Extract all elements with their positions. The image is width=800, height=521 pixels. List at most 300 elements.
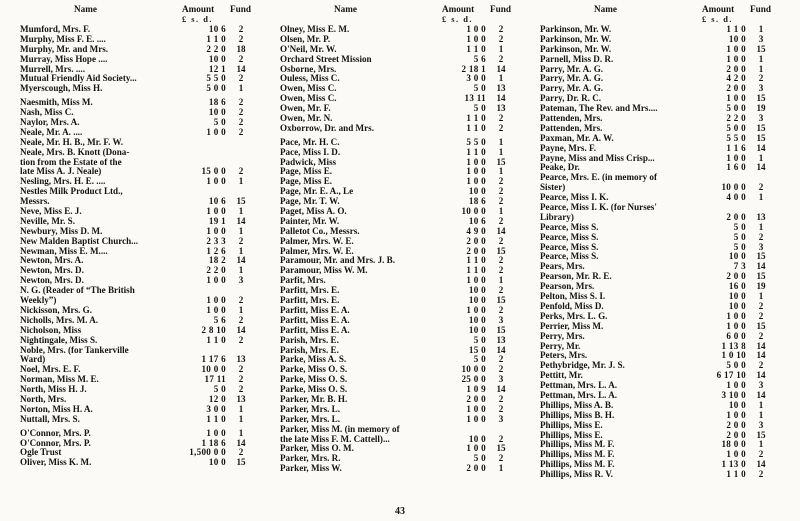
table-row xyxy=(20,84,266,94)
entry-amount: 10 0 0 xyxy=(721,182,746,193)
entry-name: late Miss A. J. Neale) xyxy=(20,167,102,177)
entry-fund: 15 xyxy=(756,43,766,54)
table-row xyxy=(20,98,266,108)
entry-amount: 1 0 0 xyxy=(726,152,746,163)
entry-amount: 1 0 0 xyxy=(726,93,746,104)
entry-fund: 15 xyxy=(236,196,246,207)
table-row xyxy=(280,405,526,415)
entry-name: Parker, Mrs. L. xyxy=(280,414,341,424)
entry-name: Parker, Mr. B. H. xyxy=(280,394,348,404)
table-row xyxy=(20,276,266,286)
table-row xyxy=(540,272,786,282)
table-row xyxy=(280,385,526,395)
table-row xyxy=(280,247,526,257)
entry-fund: 2 xyxy=(238,107,244,118)
table-row xyxy=(280,276,526,286)
entry-name: Nicholls, Mrs. M. A. xyxy=(20,315,99,325)
entry-amount: 1 0 0 xyxy=(466,176,486,187)
entry-amount: 1 0 0 xyxy=(726,380,746,391)
entry-fund: 2 xyxy=(498,24,504,34)
entry-name: O'Connor, Mrs. P. xyxy=(20,428,91,438)
entry-name: Neville, Mr. S. xyxy=(20,216,75,226)
entry-name: tion from the Estate of the xyxy=(20,157,122,167)
table-row xyxy=(280,207,526,217)
entry-amount: 2 18 1 xyxy=(461,63,486,74)
table-row xyxy=(280,435,526,445)
entry-name: Parfit, Mrs. xyxy=(280,276,326,286)
entry-name: Paget, Miss A. O. xyxy=(280,207,347,217)
entry-amount: 2 0 0 xyxy=(726,211,746,222)
entry-amount: 5 5 0 xyxy=(466,136,486,147)
currency-subheader xyxy=(280,15,526,25)
entry-amount: 1 0 0 xyxy=(206,304,226,315)
entry-fund: 2 xyxy=(498,354,504,365)
entry-name: Ward) xyxy=(20,355,46,365)
entry-name: Pace, Miss I. D. xyxy=(280,147,341,157)
entry-fund: 1 xyxy=(238,403,244,414)
entry-amount: 10 0 xyxy=(468,186,486,197)
column-2 xyxy=(280,4,526,474)
entry-name: Parker, Miss O. M. xyxy=(280,444,354,454)
entry-fund: 1 xyxy=(238,83,244,94)
table-row xyxy=(540,84,786,94)
header-amount: Amount xyxy=(442,4,475,14)
entry-fund: 13 xyxy=(496,334,506,345)
table-row xyxy=(540,124,786,134)
column-header xyxy=(280,4,526,15)
table-row xyxy=(20,415,266,425)
entry-amount: 1 0 0 xyxy=(466,413,486,424)
entry-amount: 5 6 xyxy=(473,53,486,64)
table-row xyxy=(280,237,526,247)
table-row xyxy=(540,411,786,421)
table-row xyxy=(280,74,526,84)
entry-name: Newton, Mrs. A. xyxy=(20,256,84,266)
entry-name: Pettman, Mrs. L. A. xyxy=(540,390,618,400)
entry-name: Ouless, Miss C. xyxy=(280,74,340,84)
entry-amount: 10 6 xyxy=(208,24,226,34)
entry-fund: 2 xyxy=(238,374,244,385)
entry-name: Parker, Miss W. xyxy=(280,464,342,474)
entry-name: Parfitt, Miss E. A. xyxy=(280,325,350,335)
table-row xyxy=(280,326,526,336)
entry-fund: 15 xyxy=(756,251,766,262)
table-row xyxy=(20,365,266,375)
entry-amount: 10 0 xyxy=(208,457,226,468)
entry-amount: 1 0 0 xyxy=(466,156,486,167)
table-row xyxy=(540,342,786,352)
entry-fund: 18 xyxy=(236,43,246,54)
entry-name: Painter, Mr. W. xyxy=(280,216,340,226)
entry-amount: 1 1 0 xyxy=(466,265,486,276)
entry-fund: 15 xyxy=(496,245,506,256)
column-3 xyxy=(540,4,786,480)
entry-name: Orchard Street Mission xyxy=(280,54,372,64)
entry-name: Neve, Miss E. J. xyxy=(20,207,82,217)
entry-name: Owen, Miss C. xyxy=(280,94,337,104)
entry-amount: 5 0 xyxy=(213,384,226,395)
entry-fund: 14 xyxy=(756,340,766,351)
entry-fund: 2 xyxy=(238,73,244,84)
entry-amount: 5 0 0 xyxy=(726,360,746,371)
table-row xyxy=(20,55,266,65)
header-name: Name xyxy=(594,4,617,14)
entry-amount: 1 0 0 xyxy=(466,166,486,177)
entry-fund: 15 xyxy=(756,271,766,282)
entry-amount: 10 0 0 xyxy=(461,206,486,217)
entry-fund: 13 xyxy=(756,211,766,222)
entry-name: Phillips, Miss E. xyxy=(540,430,603,440)
entry-amount: 12 1 xyxy=(208,63,226,74)
entry-amount: 2 8 10 xyxy=(201,324,226,335)
table-row xyxy=(20,326,266,336)
entry-fund: 15 xyxy=(496,443,506,454)
entry-name: Parker, Mrs. R. xyxy=(280,454,341,464)
table-row xyxy=(280,124,526,134)
entry-amount: 1 1 0 xyxy=(466,122,486,133)
entry-amount: 1 1 0 xyxy=(466,113,486,124)
entry-fund: 13 xyxy=(496,103,506,114)
table-row xyxy=(540,391,786,401)
table-row xyxy=(540,45,786,55)
entry-name: Owen, Mr. F. xyxy=(280,104,331,114)
table-row xyxy=(540,440,786,450)
entry-name: Mumford, Mrs. F. xyxy=(20,25,91,34)
table-row xyxy=(540,292,786,302)
entry-amount: 17 11 xyxy=(204,374,226,385)
entry-fund: 14 xyxy=(496,63,506,74)
table-row xyxy=(20,207,266,217)
entry-amount: 5 0 xyxy=(733,241,746,252)
entry-fund: 15 xyxy=(756,132,766,143)
entry-fund: 13 xyxy=(236,354,246,365)
entry-name: Library) xyxy=(540,212,574,222)
table-row xyxy=(280,104,526,114)
entry-amount: 5 0 0 xyxy=(726,122,746,133)
table-row xyxy=(540,74,786,84)
entry-amount: 3 0 0 xyxy=(466,73,486,84)
entry-fund: 3 xyxy=(498,314,504,325)
table-row xyxy=(20,197,266,207)
entry-fund: 1 xyxy=(238,225,244,236)
table-row xyxy=(20,138,266,148)
table-row xyxy=(20,158,266,168)
table-row xyxy=(280,355,526,365)
table-row xyxy=(20,429,266,439)
entry-name: Paramour, Miss W. M. xyxy=(280,266,368,276)
entry-name: Noble, Mrs. (for Tankerville xyxy=(20,345,129,355)
table-row xyxy=(280,35,526,45)
table-row xyxy=(20,385,266,395)
table-row xyxy=(540,35,786,45)
entry-amount: 10 0 xyxy=(468,295,486,306)
entry-name: Pears, Mrs. xyxy=(540,262,585,272)
table-row xyxy=(280,84,526,94)
entry-amount: 1 2 6 xyxy=(206,245,226,256)
entry-amount: 2 0 0 xyxy=(466,393,486,404)
entry-fund: 2 xyxy=(758,300,764,311)
entry-name: Messrs. xyxy=(20,197,50,207)
entry-amount: 5 5 0 xyxy=(206,73,226,84)
entry-fund: 2 xyxy=(238,166,244,177)
table-row xyxy=(540,371,786,381)
table-row xyxy=(20,355,266,365)
table-row xyxy=(20,108,266,118)
entry-fund: 2 xyxy=(498,364,504,375)
table-row xyxy=(20,25,266,35)
entry-name: Phillips, Miss B. H. xyxy=(540,410,615,420)
entry-name: Ogle Trust xyxy=(20,448,62,458)
entry-amount: 10 6 xyxy=(468,215,486,226)
entry-fund: 3 xyxy=(758,380,764,391)
entry-amount: 1 0 0 xyxy=(466,33,486,44)
entry-name: Pearson, Mrs. xyxy=(540,282,595,292)
entry-fund: 14 xyxy=(496,344,506,355)
currency-units: £ s. d. xyxy=(442,15,473,24)
entry-fund: 14 xyxy=(756,142,766,153)
table-row xyxy=(280,177,526,187)
entry-amount: 1 18 6 xyxy=(201,437,226,448)
entry-amount: 10 0 xyxy=(468,285,486,296)
table-row xyxy=(280,444,526,454)
entry-name: Parke, Miss O. S. xyxy=(280,385,348,395)
entry-amount: 10 0 0 xyxy=(461,364,486,375)
entry-fund: 2 xyxy=(238,314,244,325)
table-row xyxy=(540,94,786,104)
table-row xyxy=(20,336,266,346)
entry-fund: 1 xyxy=(238,265,244,276)
entry-fund: 2 xyxy=(758,231,764,242)
table-row xyxy=(280,346,526,356)
entry-fund: 14 xyxy=(756,162,766,173)
entry-amount: 5 0 xyxy=(473,354,486,365)
entry-fund: 3 xyxy=(498,374,504,385)
entry-amount: 2 0 0 xyxy=(726,419,746,430)
entry-amount: 10 0 xyxy=(208,53,226,64)
entry-name: Osborne, Mrs. xyxy=(280,64,337,74)
entry-fund: 14 xyxy=(756,370,766,381)
column-header xyxy=(20,4,266,15)
entry-name: Newman, Miss E. M.... xyxy=(20,246,108,256)
table-row xyxy=(20,237,266,247)
entry-amount: 6 0 0 xyxy=(726,330,746,341)
entry-amount: 2 0 0 xyxy=(466,245,486,256)
entry-amount: 2 0 0 xyxy=(726,83,746,94)
entry-fund: 2 xyxy=(758,469,764,480)
entry-name: Parfitt, Mrs. E. xyxy=(280,286,340,296)
entry-fund: 15 xyxy=(496,295,506,306)
entry-fund: 14 xyxy=(496,93,506,104)
table-row xyxy=(540,144,786,154)
entry-fund: 14 xyxy=(496,384,506,395)
entry-name: Paramour, Mr. and Mrs. J. B. xyxy=(280,256,396,266)
entry-name: Murrell, Mrs. .... xyxy=(20,64,85,74)
entry-name: Parke, Miss A. S. xyxy=(280,355,347,365)
entry-name: Page, Mr. E. A., Le xyxy=(280,187,354,197)
entry-amount: 10 0 xyxy=(728,291,746,302)
table-row xyxy=(20,286,266,296)
table-row xyxy=(280,425,526,435)
entry-fund: 3 xyxy=(758,33,764,44)
entry-amount: 18 0 0 xyxy=(721,439,746,450)
table-row xyxy=(540,460,786,470)
entry-name: Murray, Miss Hope .... xyxy=(20,54,108,64)
entry-name: Norman, Miss M. E. xyxy=(20,375,99,385)
entry-amount: 10 0 xyxy=(468,324,486,335)
entry-amount: 10 0 xyxy=(728,251,746,262)
entry-amount: 1 1 0 xyxy=(206,33,226,44)
entry-fund: 14 xyxy=(236,63,246,74)
currency-units: £ s. d. xyxy=(702,15,733,24)
entry-fund: 14 xyxy=(756,261,766,272)
entry-name: N. G. (Reader of “The British xyxy=(20,286,135,296)
entry-fund: 14 xyxy=(756,389,766,400)
entry-amount: 1 0 10 xyxy=(721,350,746,361)
entry-name: Pace, Mr. H. C. xyxy=(280,137,340,147)
entry-name: Neale, Mr. A. .... xyxy=(20,127,83,137)
entry-name: Parkinson, Mr. W. xyxy=(540,25,612,34)
entry-name: Nightingale, Miss S. xyxy=(20,335,98,345)
entry-name: Parish, Mrs. E. xyxy=(280,335,339,345)
entry-name: New Malden Baptist Church... xyxy=(20,236,139,246)
entry-name: Peake, Dr. xyxy=(540,163,580,173)
entry-amount: 10 6 xyxy=(208,196,226,207)
entry-fund: 1 xyxy=(758,152,764,163)
entry-fund: 14 xyxy=(236,437,246,448)
table-row xyxy=(540,65,786,75)
table-row xyxy=(540,381,786,391)
entry-amount: 15 0 xyxy=(468,344,486,355)
entry-fund: 2 xyxy=(238,24,244,34)
entry-name: Page, Miss E. xyxy=(280,177,333,187)
header-fund: Fund xyxy=(750,4,771,14)
entry-fund: 1 xyxy=(758,291,764,302)
table-row xyxy=(20,316,266,326)
entry-name: Pearson, Mr. R. E. xyxy=(540,272,612,282)
entry-name: Olney, Miss E. M. xyxy=(280,25,350,34)
entry-fund: 2 xyxy=(498,113,504,124)
table-row xyxy=(280,316,526,326)
entry-fund: 2 xyxy=(758,310,764,321)
entry-fund: 1 xyxy=(498,73,504,84)
entry-amount: 1 6 0 xyxy=(726,162,746,173)
table-row xyxy=(540,401,786,411)
entry-fund: 2 xyxy=(758,182,764,193)
entry-name: Parkinson, Mr. W. xyxy=(540,34,612,44)
table-row xyxy=(280,158,526,168)
table-row xyxy=(540,55,786,65)
table-row xyxy=(280,454,526,464)
entry-amount: 10 0 xyxy=(208,107,226,118)
entry-name: Naylor, Mrs. A. xyxy=(20,118,80,128)
table-row xyxy=(280,375,526,385)
table-row xyxy=(280,286,526,296)
entry-amount: 1 13 8 xyxy=(721,340,746,351)
entry-name: Peters, Mrs. xyxy=(540,351,588,361)
entry-amount: 25 0 0 xyxy=(461,374,486,385)
table-row xyxy=(20,35,266,45)
table-row xyxy=(280,365,526,375)
entry-name: Perrier, Miss M. xyxy=(540,321,604,331)
table-row xyxy=(20,346,266,356)
entry-name: Nash, Miss C. xyxy=(20,108,74,118)
entry-name: Perry, Mr. xyxy=(540,341,581,351)
entry-name: Pearce, Miss S. xyxy=(540,242,599,252)
entry-amount: 2 2 0 xyxy=(726,113,746,124)
table-row xyxy=(20,74,266,84)
entry-name: Parfitt, Miss E. A. xyxy=(280,305,350,315)
table-row xyxy=(280,256,526,266)
entry-fund: 2 xyxy=(498,186,504,197)
entry-amount: 5 0 xyxy=(473,453,486,464)
table-row xyxy=(540,252,786,262)
entry-name: Pearce, Miss I. K. xyxy=(540,193,609,203)
table-row xyxy=(20,256,266,266)
table-row xyxy=(280,227,526,237)
entry-name: Myerscough, Miss H. xyxy=(20,84,103,94)
entry-amount: 1 0 0 xyxy=(466,275,486,286)
entry-amount: 1 0 0 xyxy=(726,53,746,64)
table-row xyxy=(540,361,786,371)
entry-list xyxy=(540,25,786,480)
entry-fund: 2 xyxy=(238,117,244,128)
entry-fund: 2 xyxy=(238,53,244,64)
entry-name: Perks, Mrs. L. G. xyxy=(540,311,608,321)
entry-name: Pettitt, Mr. xyxy=(540,371,583,381)
entry-fund: 1 xyxy=(238,206,244,217)
table-row xyxy=(280,138,526,148)
entry-fund: 1 xyxy=(498,136,504,147)
entry-fund: 1 xyxy=(758,221,764,232)
entry-name: Nesling, Mrs. H. E. .... xyxy=(20,177,106,187)
entry-name: Parker, Mrs. L. xyxy=(280,404,341,414)
entry-amount: 1 0 0 xyxy=(206,275,226,286)
entry-name: Paxman, Mr. A. W. xyxy=(540,133,614,143)
entry-name: Pearce, Miss I. K. (for Nurses' xyxy=(540,203,657,213)
entry-name: Penfold, Miss D. xyxy=(540,301,604,311)
entry-fund: 3 xyxy=(498,413,504,424)
entry-amount: 5 0 xyxy=(473,103,486,114)
entry-name: Perry, Mrs. xyxy=(540,331,585,341)
entry-amount: 1 1 0 xyxy=(206,413,226,424)
entry-name: North, Mrs. xyxy=(20,394,67,404)
entry-fund: 1 xyxy=(758,24,764,34)
entry-amount: 10 0 xyxy=(728,300,746,311)
entry-amount: 1 13 0 xyxy=(721,459,746,470)
table-row xyxy=(540,104,786,114)
entry-fund: 19 xyxy=(756,103,766,114)
entry-fund: 3 xyxy=(758,113,764,124)
entry-name: Pelton, Miss S. I. xyxy=(540,292,606,302)
entry-name: Nuttall, Mrs. S. xyxy=(20,414,80,424)
entry-fund: 1 xyxy=(758,53,764,64)
table-row xyxy=(540,213,786,223)
entry-name: Parry, Mr. A. G. xyxy=(540,74,604,84)
entry-amount: 6 17 10 xyxy=(716,370,746,381)
entry-fund: 2 xyxy=(498,453,504,464)
header-name: Name xyxy=(334,4,357,14)
entry-fund: 1 xyxy=(758,399,764,410)
entry-amount: 15 0 0 xyxy=(201,166,226,177)
entry-fund: 1 xyxy=(498,463,504,474)
entry-fund: 2 xyxy=(498,403,504,414)
entry-name: Pearce, Mrs. E. (in memory of xyxy=(540,173,657,183)
table-row xyxy=(280,55,526,65)
entry-name: Norton, Miss H. A. xyxy=(20,404,93,414)
entry-name: Mutual Friendly Aid Society... xyxy=(20,74,137,84)
entry-name: Parish, Mrs. E. xyxy=(280,345,339,355)
entry-name: O'Neil, Mr. W. xyxy=(280,44,337,54)
